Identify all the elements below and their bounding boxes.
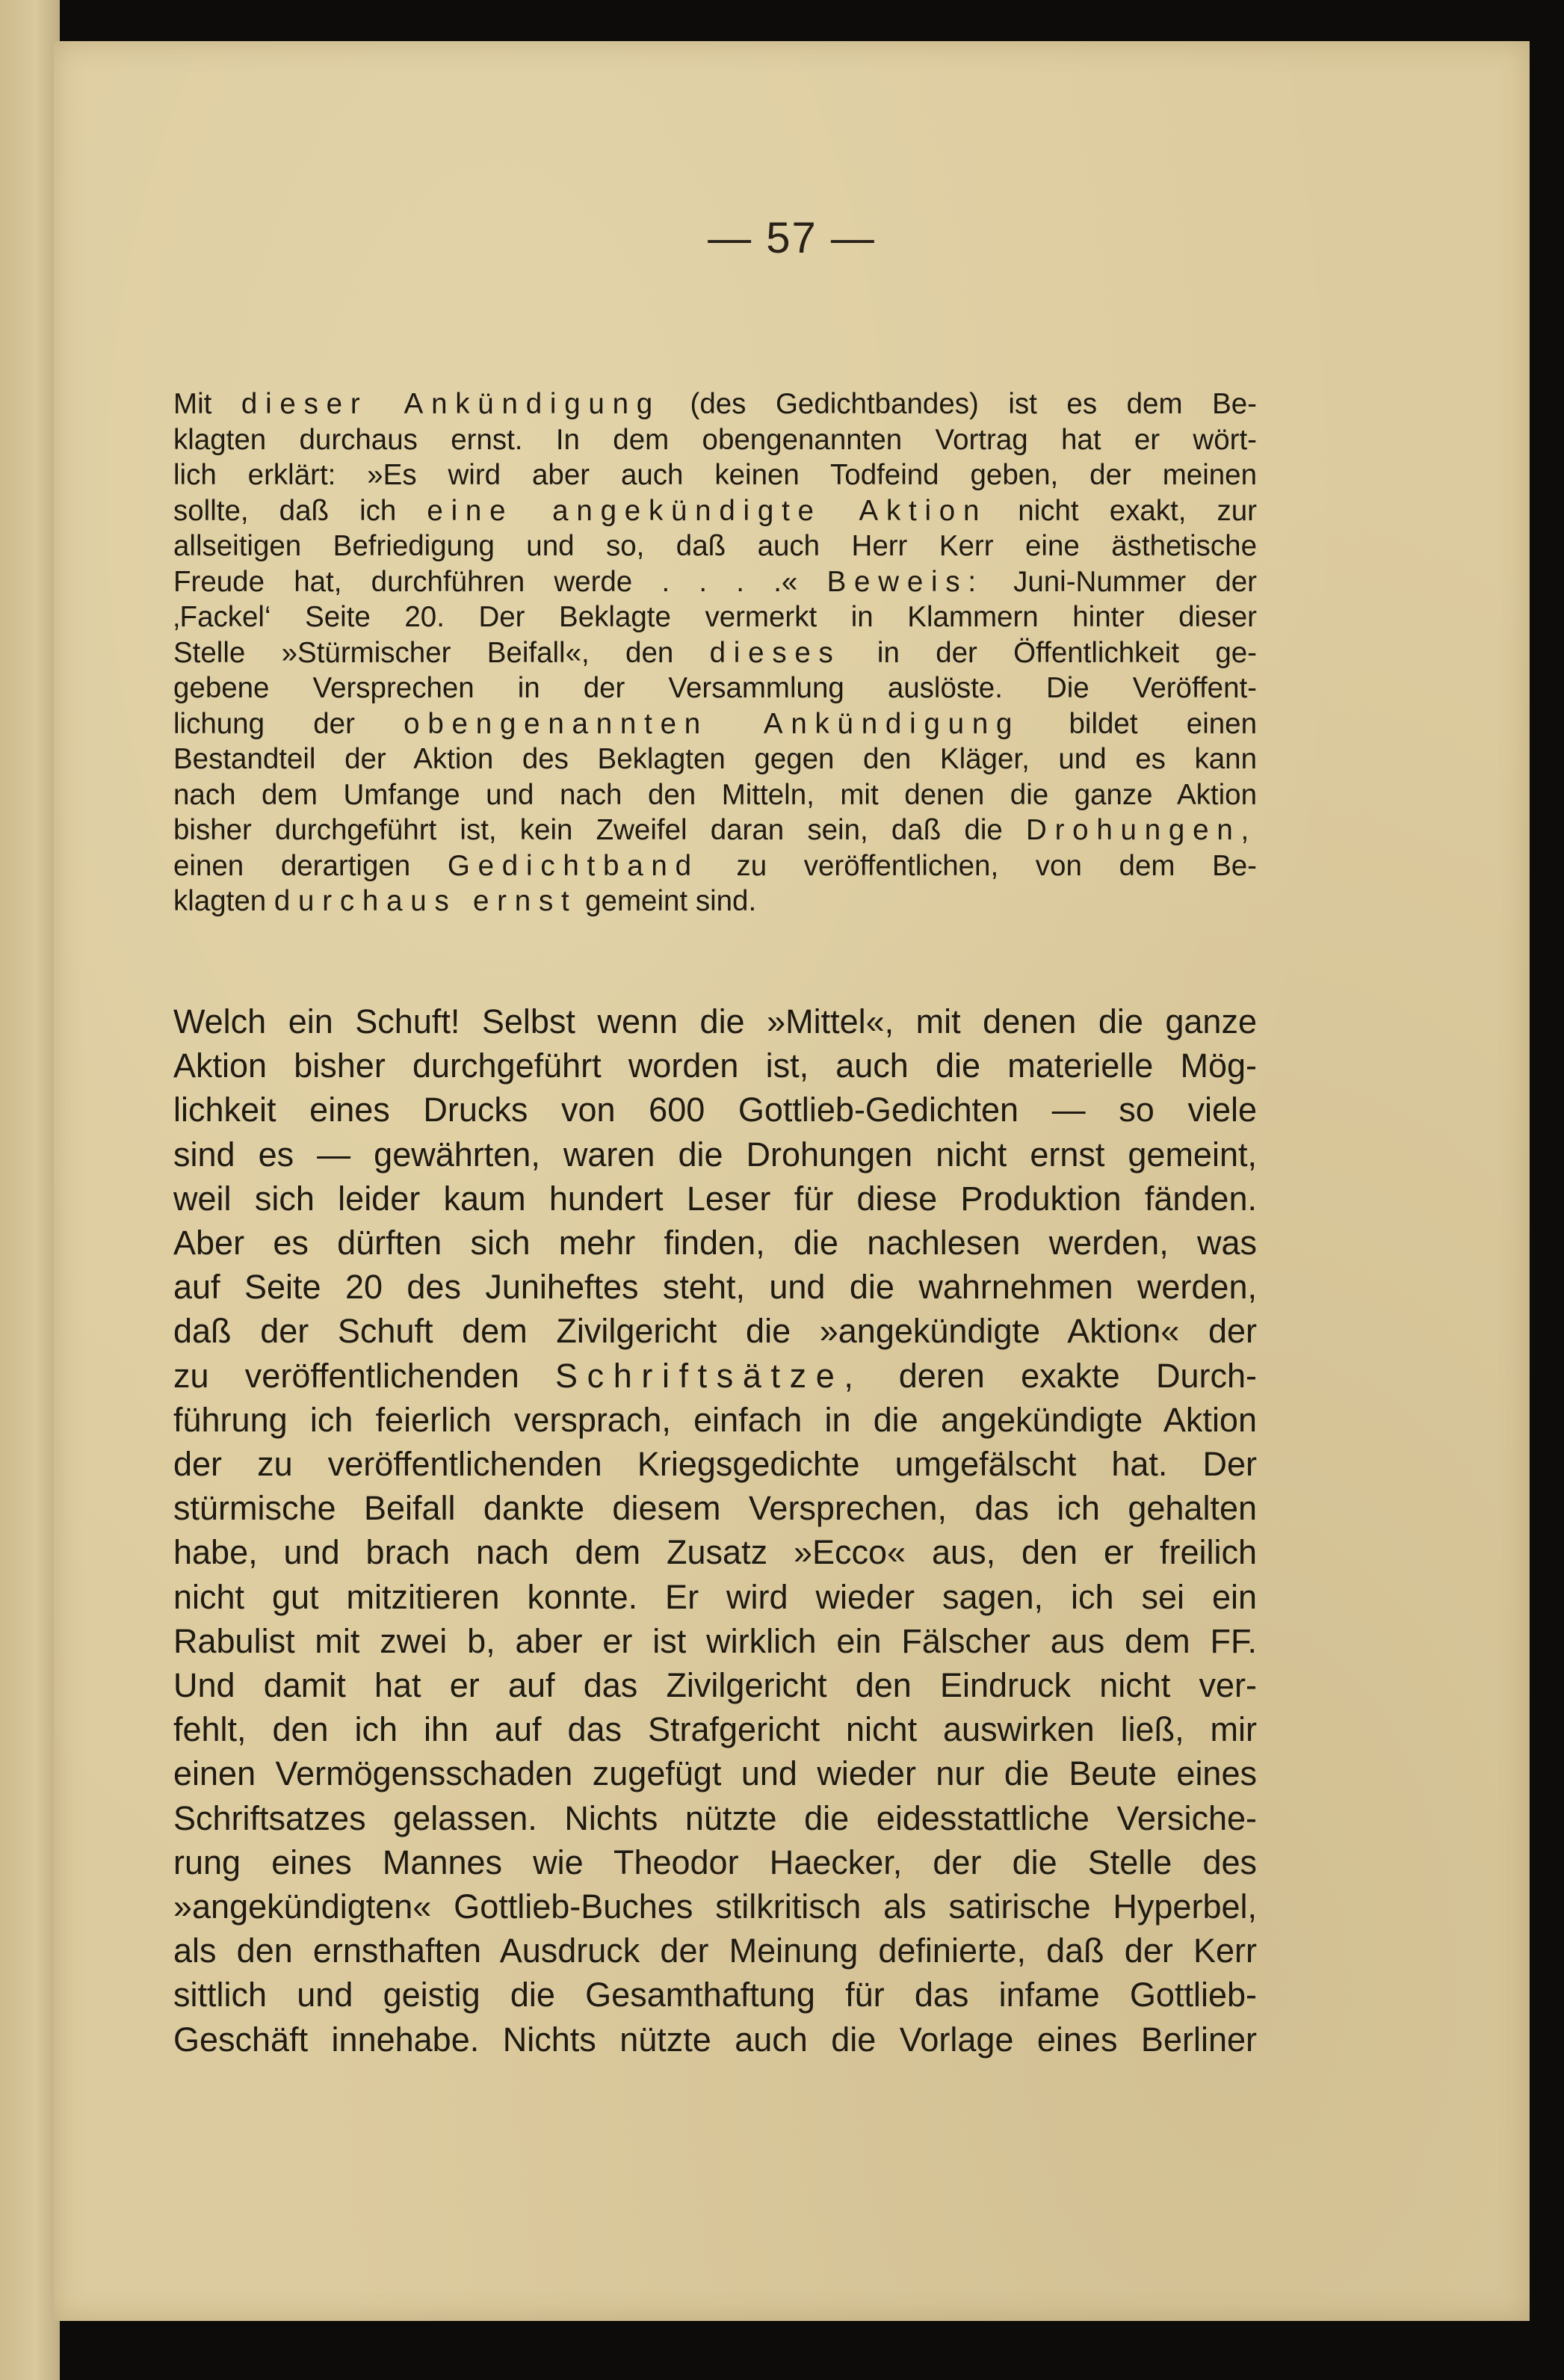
text-segment: der zu veröffentlichenden Kriegsgedichte umgefälscht hat. Der — [173, 1445, 1257, 1484]
text-line — [173, 1796, 1257, 1840]
text-segment: lichung der — [173, 707, 404, 740]
text-line — [173, 1177, 1257, 1221]
text-segment: als den ernsthaften Ausdruck der Meinung definierte, daß der Kerr — [173, 1932, 1257, 1970]
text-segment: Freude hat, durchführen werde . . . .« — [173, 565, 827, 598]
text-segment: weil sich leider kaum hundert Leser für diese Produktion fänden. — [173, 1179, 1257, 1218]
emphasized-text: dieser Ankündigung — [241, 388, 661, 420]
text-segment: (des Gedichtbandes) ist es dem Be- — [660, 388, 1257, 420]
text-segment: allseitigen Befriedigung und so, daß auch Herr Kerr eine ästhetische — [173, 530, 1257, 562]
text-line — [173, 1398, 1257, 1442]
text-segment: Bestandteil der Aktion des Beklagten gegen den Kläger, und es kann — [173, 743, 1257, 775]
text-line — [173, 599, 1257, 635]
text-segment: nach dem Umfange und nach den Mitteln, mit denen die ganze Aktion — [173, 778, 1257, 811]
text-line — [173, 422, 1257, 458]
text-line — [173, 1132, 1257, 1177]
text-segment: fehlt, den ich ihn auf das Strafgericht nicht auswirken ließ, mir — [173, 1710, 1257, 1749]
scan-edge-right — [1530, 0, 1564, 2380]
text-segment: lich erklärt: »Es wird aber auch keinen Todfeind geben, der meinen — [173, 459, 1257, 491]
text-segment: bisher durchgeführt ist, kein Zweifel daran sein, daß die — [173, 814, 1026, 846]
text-line — [173, 1354, 1257, 1398]
emphasized-text: durchaus ernst — [273, 885, 578, 917]
text-segment: sollte, daß ich — [173, 494, 427, 527]
text-line — [173, 1043, 1257, 1088]
text-line — [173, 999, 1257, 1043]
text-segment: Aber es dürften sich mehr finden, die nachlesen werden, was — [173, 1224, 1257, 1263]
text-segment: bildet einen — [1020, 707, 1257, 740]
text-segment: Und damit hat er auf das Zivilgericht den Eindruck nicht ver- — [173, 1666, 1257, 1705]
text-line — [173, 813, 1257, 848]
text-segment: in der Öffentlichkeit ge- — [841, 636, 1257, 669]
text-line — [173, 1486, 1257, 1530]
text-segment: einen Vermögensschaden zugefügt und wieder nur die Beute eines — [173, 1754, 1257, 1793]
text-segment: ‚Fackel‘ Seite 20. Der Beklagte vermerkt in Klammern hinter dieser — [173, 601, 1257, 633]
text-line — [173, 457, 1257, 493]
paragraph-commentary — [173, 999, 1257, 2062]
text-segment: führung ich feierlich versprach, einfach in die angekündigte Aktion — [173, 1400, 1257, 1439]
text-segment: Aktion bisher durchgeführt worden ist, auch die materielle Mög- — [173, 1046, 1257, 1085]
text-segment: Schriftsatzes gelassen. Nichts nützte die eidesstattliche Versiche- — [173, 1798, 1257, 1837]
text-line — [173, 1751, 1257, 1795]
text-segment: Mit — [173, 388, 241, 420]
text-segment: Geschäft innehabe. Nichts nützte auch die Vorlage eines Berliner — [173, 2020, 1257, 2059]
emphasized-text: obengenannten Ankündigung — [404, 707, 1021, 740]
text-segment: stürmische Beifall dankte diesem Versprechen, das ich gehalten — [173, 1489, 1257, 1528]
emphasized-text: dieses — [709, 636, 841, 669]
text-line — [173, 386, 1257, 422]
scan-edge-left — [0, 0, 60, 2380]
text-line — [173, 1707, 1257, 1751]
text-segment: Juni-Nummer der — [983, 565, 1258, 598]
emphasized-text: Drohungen, — [1025, 814, 1257, 846]
text-line — [173, 528, 1257, 564]
text-segment: zu veröffentlichen, von dem Be- — [699, 849, 1257, 882]
text-line — [173, 493, 1257, 529]
text-segment: Stelle »Stürmischer Beifall«, den — [173, 636, 710, 669]
text-segment: einen derartigen — [173, 849, 448, 882]
text-segment: deren exakte Durch- — [862, 1356, 1257, 1395]
text-line — [173, 635, 1257, 671]
book-page — [54, 41, 1530, 2321]
text-segment: sind es — gewährten, waren die Drohungen nicht ernst gemeint, — [173, 1135, 1257, 1174]
text-segment: klagten durchaus ernst. In dem obengenannten Vortrag hat er wört- — [173, 423, 1257, 456]
paragraph-quoted-statement — [173, 386, 1257, 919]
text-segment: lichkeit eines Drucks von 600 Gottlieb-Gedichten — so viele — [173, 1091, 1257, 1129]
text-segment: rung eines Mannes wie Theodor Haecker, der die Stelle des — [173, 1843, 1257, 1881]
text-line — [173, 1088, 1257, 1132]
text-line — [173, 1973, 1257, 2017]
text-line — [173, 1221, 1257, 1265]
text-line — [173, 670, 1257, 706]
text-line — [173, 1442, 1257, 1486]
text-line — [173, 2017, 1257, 2062]
text-line — [173, 1884, 1257, 1929]
text-segment: gebene Versprechen in der Versammlung auslöste. Die Veröffent- — [173, 672, 1257, 704]
emphasized-text: Schriftsätze, — [555, 1356, 863, 1395]
emphasized-text: eine angekündigte Aktion — [427, 494, 988, 527]
text-line — [173, 1265, 1257, 1309]
text-line — [173, 1575, 1257, 1619]
text-line — [173, 1663, 1257, 1707]
text-line — [173, 742, 1257, 777]
text-line — [173, 1309, 1257, 1353]
text-segment: sittlich und geistig die Gesamthaftung für das infame Gottlieb- — [173, 1976, 1257, 2014]
text-line — [173, 777, 1257, 813]
text-line — [173, 706, 1257, 742]
text-segment: habe, und brach nach dem Zusatz »Ecco« aus, den er freilich — [173, 1533, 1257, 1572]
text-line — [173, 1619, 1257, 1663]
text-segment: daß der Schuft dem Zivilgericht die »angekündigte Aktion« der — [173, 1312, 1257, 1351]
page-number: — 57 — — [708, 214, 876, 262]
text-segment: nicht gut mitzitieren konnte. Er wird wieder sagen, ich sei ein — [173, 1577, 1257, 1616]
text-line — [173, 1530, 1257, 1574]
text-segment: gemeint sind. — [577, 885, 757, 917]
emphasized-text: Gedichtband — [447, 849, 699, 882]
text-line — [173, 1840, 1257, 1884]
text-segment: zu veröffentlichenden — [173, 1356, 556, 1395]
text-line — [173, 564, 1257, 600]
text-line — [173, 848, 1257, 884]
text-line — [173, 884, 1257, 919]
text-segment: Welch ein Schuft! Selbst wenn die »Mittel«, mit denen die ganze — [173, 1002, 1257, 1041]
text-segment: Rabulist mit zwei b, aber er ist wirklich ein Fälscher aus dem FF. — [173, 1621, 1257, 1660]
text-segment: nicht exakt, zur — [987, 494, 1257, 527]
text-segment: klagten — [173, 885, 274, 917]
emphasized-text: Beweis: — [826, 565, 984, 598]
text-segment: auf Seite 20 des Juniheftes steht, und die wahrnehmen werden, — [173, 1268, 1257, 1307]
text-line — [173, 1929, 1257, 1973]
text-segment: »angekündigten« Gottlieb-Buches stilkritisch als satirische Hyperbel, — [173, 1887, 1257, 1926]
